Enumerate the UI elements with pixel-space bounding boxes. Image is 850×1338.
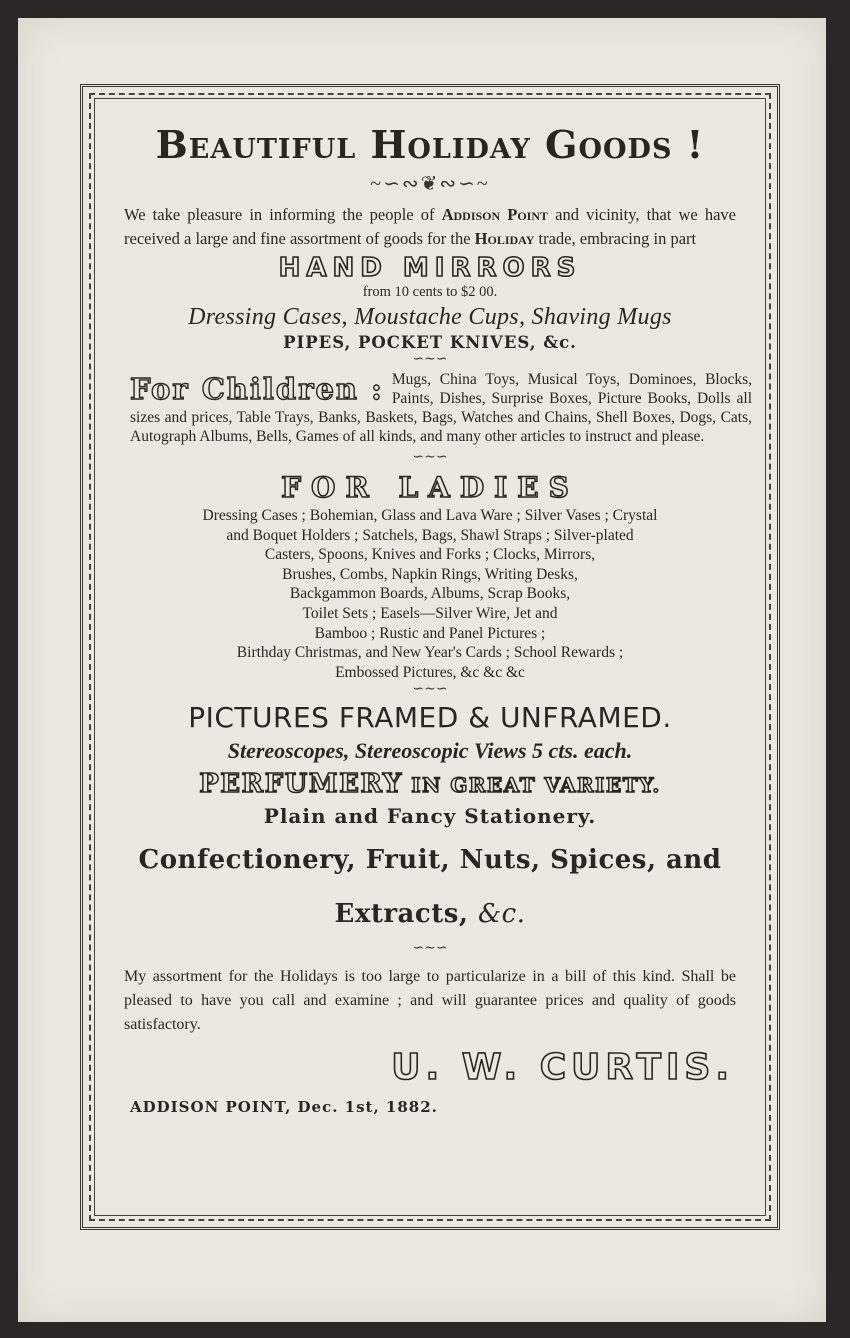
holiday-word: Holiday bbox=[474, 229, 535, 248]
pictures-line: PICTURES FRAMED & UNFRAMED. bbox=[188, 701, 672, 735]
swash-ornament: ∽∼∽ bbox=[412, 682, 448, 698]
poster-title: Beautiful Holiday Goods ! bbox=[155, 122, 705, 167]
ladies-line: Brushes, Combs, Napkin Rings, Writing Desks, bbox=[282, 565, 578, 583]
swash-ornament: ∽∼∽ bbox=[412, 450, 448, 465]
signature: U. W. CURTIS. bbox=[391, 1047, 734, 1089]
intro-paragraph: We take pleasure in informing the people of Addison Point and vicinity, that we have received a large and fine assortment of goods for the Holiday trade, embracing in part bbox=[124, 205, 736, 248]
pipes-line: PIPES, POCKET KNIVES, &c. bbox=[283, 333, 577, 352]
stereo-line: Stereoscopes, Stereoscopic Views 5 cts. each. bbox=[227, 738, 633, 764]
dressing-line: Dressing Cases, Moustache Cups, Shaving Mugs bbox=[188, 304, 672, 330]
children-items: Mugs, China Toys, Musical Toys, Dominoes, Blocks, Paints, Dishes, Surprise Boxes, Picture Books, Dolls all sizes and prices, Table Trays, Banks, Baskets, Bags, Watches and Chains, Shell Boxes, Dogs, Cats, Autograph Albums, Bells, Games of all kinds, and many other articles to instruct and please. bbox=[130, 371, 752, 445]
poster-content bbox=[100, 100, 760, 1117]
ladies-line: Dressing Cases ; Bohemian, Glass and Lava Ware ; Silver Vases ; Crystal bbox=[202, 507, 658, 524]
ladies-line: Embossed Pictures, &c &c &c bbox=[335, 663, 525, 681]
mirror-price: from 10 cents to $2 00. bbox=[362, 284, 498, 300]
hand-mirrors-heading: HAND MIRRORS bbox=[278, 253, 582, 283]
ladies-items bbox=[100, 506, 760, 682]
children-heading: For Children : bbox=[130, 372, 384, 406]
flourish-ornament: ~∽∾❦∾∽~ bbox=[370, 173, 490, 195]
stationery-line: Plain and Fancy Stationery. bbox=[263, 804, 597, 829]
ladies-heading: FOR LADIES bbox=[281, 471, 579, 504]
ladies-line: Casters, Spoons, Knives and Forks ; Clocks, Mirrors, bbox=[264, 546, 596, 564]
ladies-line: Birthday Christmas, and New Year's Cards ; School Rewards ; bbox=[236, 644, 624, 662]
swash-ornament: ∽∼∽ bbox=[412, 352, 448, 367]
confectionery-line: Confectionery, Fruit, Nuts, Spices, and Extracts, &c. bbox=[138, 845, 722, 930]
perfumery-line: PERFUMERY IN GREAT VARIETY. bbox=[199, 769, 661, 800]
children-section bbox=[130, 370, 752, 446]
dateline: ADDISON POINT, Dec. 1st, 1882. bbox=[130, 1098, 438, 1117]
place-name: Addison Point bbox=[441, 205, 549, 224]
swash-ornament: ∽∼∽ bbox=[412, 941, 448, 957]
ladies-line: Bamboo ; Rustic and Panel Pictures ; bbox=[314, 624, 546, 642]
ladies-line: Toilet Sets ; Easels—Silver Wire, Jet and bbox=[302, 604, 558, 622]
closing-paragraph: My assortment for the Holidays is too large to particularize in a bill of this kind. Shall be pleased to have you call and examine ; and will guarantee prices and quality of goods satisfactory. bbox=[124, 968, 736, 1034]
ladies-line: and Boquet Holders ; Satchels, Bags, Shawl Straps ; Silver-plated bbox=[226, 526, 634, 544]
ladies-line: Backgammon Boards, Albums, Scrap Books, bbox=[289, 585, 571, 603]
